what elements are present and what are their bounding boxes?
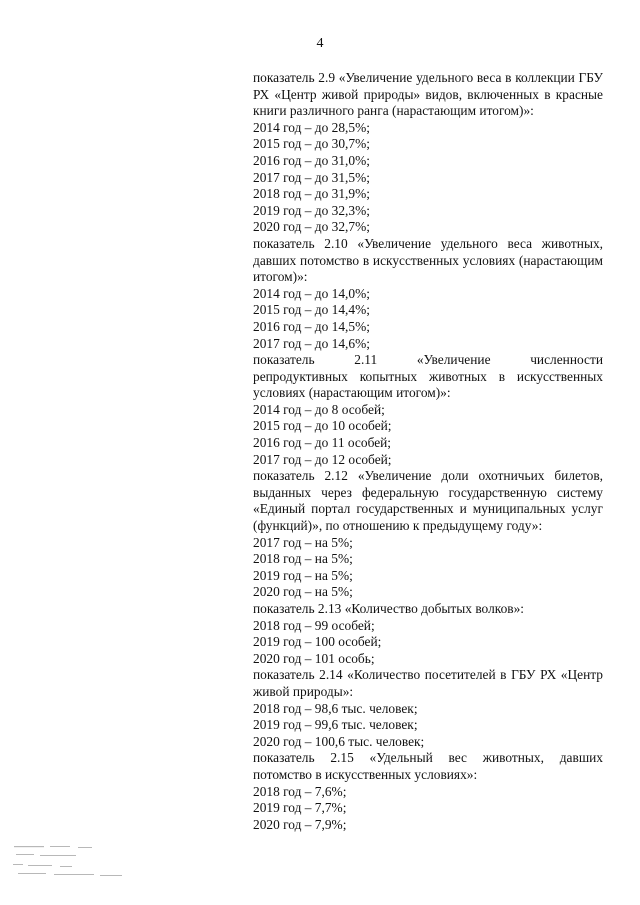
list-item: 2018 год – 7,6%; bbox=[253, 783, 347, 799]
list-item: 2020 год – 100,6 тыс. человек; bbox=[253, 733, 425, 749]
scan-artifact bbox=[10, 842, 135, 884]
paragraph: показатель 2.11 «Увеличение численности bbox=[253, 352, 603, 368]
paragraph: показатель 2.10 «Увеличение удельного веса животных, давших потомство в искусственных условиях (нарастающим итогом)»: bbox=[253, 235, 603, 285]
list-item: 2014 год – до 28,5%; bbox=[253, 119, 370, 135]
list-item: 2014 год – до 14,0%; bbox=[253, 285, 370, 301]
list-item: 2017 год – на 5%; bbox=[253, 534, 353, 550]
list-item: 2020 год – 101 особь; bbox=[253, 650, 375, 666]
list-item: 2017 год – до 12 особей; bbox=[253, 451, 392, 467]
list-item: показатель 2.13 «Количество добытых волков»: bbox=[253, 601, 525, 616]
paragraph: показатель 2.14 «Количество посетителей в ГБУ РХ «Центр живой природы»: bbox=[253, 667, 603, 699]
paragraph: показатель 2.12 «Увеличение доли охотничьих билетов, выданных через федеральную государственную систему «Единый портал государственных и муниципальных услуг (функций)», по отношению к предыдущему году»: bbox=[253, 468, 603, 534]
list-item: 2018 год – 98,6 тыс. человек; bbox=[253, 700, 418, 716]
list-item: 2020 год – 7,9%; bbox=[253, 816, 347, 832]
list-item: 2015 год – до 14,4%; bbox=[253, 302, 370, 318]
paragraph: показатель 2.9 «Увеличение удельного веса в коллекции ГБУ РХ «Центр живой природы» видов, включенных в красные книги различного ранга (нарастающим итогом)»: bbox=[253, 70, 603, 119]
list-item: 2016 год – до 14,5%; bbox=[253, 318, 370, 334]
list-item: 2017 год – до 14,6%; bbox=[253, 335, 370, 351]
list-item: 2019 год – 7,7%; bbox=[253, 800, 347, 816]
list-item: 2018 год – до 31,9%; bbox=[253, 186, 370, 202]
list-item: 2016 год – до 31,0%; bbox=[253, 152, 370, 168]
list-item: 2019 год – до 32,3%; bbox=[253, 202, 370, 218]
list-item: 2018 год – 99 особей; bbox=[253, 617, 375, 633]
list-item: 2014 год – до 8 особей; bbox=[253, 401, 385, 417]
list-item: 2019 год – 100 особей; bbox=[253, 634, 382, 650]
list-item: 2020 год – на 5%; bbox=[253, 584, 353, 600]
list-item: 2018 год – на 5%; bbox=[253, 551, 353, 567]
document-body bbox=[253, 70, 603, 833]
page-number: 4 bbox=[316, 36, 324, 51]
list-item: 2015 год – до 10 особей; bbox=[253, 418, 392, 434]
list-item: 2019 год – 99,6 тыс. человек; bbox=[253, 717, 418, 733]
list-item: 2017 год – до 31,5%; bbox=[253, 169, 370, 185]
paragraph: репродуктивных копытных животных в искусственных условиях (нарастающим итогом)»: bbox=[253, 368, 603, 401]
list-item: 2016 год – до 11 особей; bbox=[253, 435, 392, 451]
list-item: 2020 год – до 32,7%; bbox=[253, 219, 370, 235]
paragraph: показатель 2.15 «Удельный вес животных, давших потомство в искусственных условиях»: bbox=[253, 750, 603, 782]
list-item: 2015 год – до 30,7%; bbox=[253, 136, 370, 152]
list-item: 2019 год – на 5%; bbox=[253, 567, 353, 583]
